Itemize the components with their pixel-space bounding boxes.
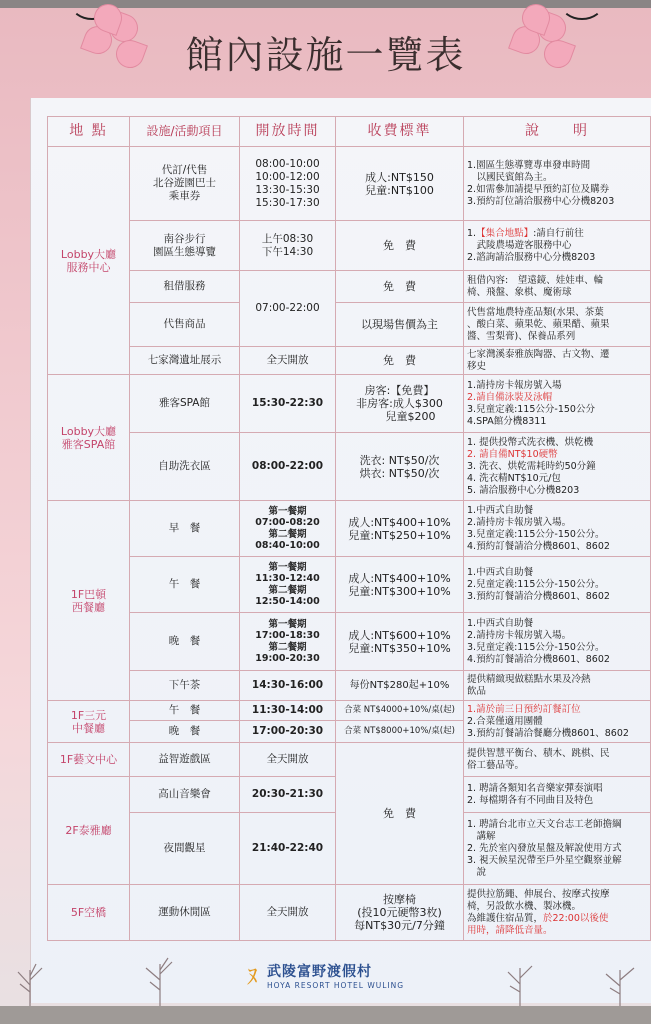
header-fee: 收費標準 (336, 117, 464, 147)
facility-cell: 午 餐 (130, 557, 240, 613)
note-cell (464, 701, 651, 743)
note-text: :請自行前往 武陵農場遊客服務中心 2.諮詢請洽服務中心分機8203 (467, 227, 596, 263)
hours-cell: 14:30-16:00 (240, 671, 336, 701)
logo-english-name: HOYA RESORT HOTEL WULING (267, 981, 405, 990)
table-row (48, 271, 651, 303)
note-cell: 1.中西式自助餐 2.請持房卡報房號入場。 3.兒童定義:115公分-150公分。 4.預約訂餐請洽分機8601、8602 (464, 613, 651, 671)
facilities-table (47, 116, 651, 941)
facility-cell: 代售商品 (130, 303, 240, 347)
fee-cell: 合菜 NT$4000+10%/桌(起) (336, 701, 464, 721)
header-location: 地 點 (48, 117, 130, 147)
note-highlight: 2. 請自備NT$10硬幣 (467, 448, 558, 460)
facility-cell: 晚 餐 (130, 613, 240, 671)
location-cell: 1F三元 中餐廳 (48, 701, 130, 743)
note-cell (464, 221, 651, 271)
note-highlight: 1.請於前三日預約訂餐訂位 (467, 703, 581, 715)
facility-cell: 下午茶 (130, 671, 240, 701)
frame-bottom (0, 1006, 651, 1024)
note-highlight: 於22:00以後使 用時，請降低音量。 (467, 912, 609, 936)
fee-cell: 每份NT$280起+10% (336, 671, 464, 701)
note-cell: 1.中西式自助餐 2.請持房卡報房號入場。 3.兒童定義:115公分-150公分。 4.預約訂餐請洽分機8601、8602 (464, 501, 651, 557)
facility-cell: 益智遊戲區 (130, 743, 240, 777)
hours-cell: 07:00-22:00 (240, 271, 336, 347)
facility-cell: 租借服務 (130, 271, 240, 303)
facility-cell: 自助洗衣區 (130, 433, 240, 501)
fee-cell: 成人:NT$150 兒童:NT$100 (336, 147, 464, 221)
fee-cell: 按摩椅 (投10元硬幣3枚) 每NT$30元/7分鐘 (336, 885, 464, 941)
table-row (48, 671, 651, 701)
fee-cell: 免 費 (336, 271, 464, 303)
fee-cell: 房客:【免費】 非房客:成人$300 兒童$200 (336, 375, 464, 433)
facility-cell: 晚 餐 (130, 721, 240, 743)
location-cell: 1F藝文中心 (48, 743, 130, 777)
page-title: 館內設施一覽表 (185, 33, 466, 77)
note-text: 3.兒童定義:115公分-150公分 4.SPA館分機8311 (467, 403, 595, 427)
note-cell: 1. 聘請各類知名音樂家彈奏演唱 2. 每檔期各有不同曲目及特色 (464, 777, 651, 813)
location-cell: Lobby大廳 雅客SPA館 (48, 375, 130, 501)
note-cell: 1.園區生態導覽專車發車時間 以國民賓館為主。 2.如需參加請提早預約訂位及購券 3.預約訂位請洽服務中心分機8203 (464, 147, 651, 221)
note-text: 1. 提供投幣式洗衣機、烘乾機 (467, 436, 594, 448)
hours-cell: 11:30-14:00 (240, 701, 336, 721)
table-row (48, 701, 651, 721)
fee-cell: 免 費 (336, 743, 464, 885)
table-row (48, 557, 651, 613)
hours-cell: 全天開放 (240, 347, 336, 375)
note-text: 1.請持房卡報房號入場 (467, 379, 562, 391)
fee-cell: 成人:NT$400+10% 兒童:NT$300+10% (336, 557, 464, 613)
hours-cell: 08:00-22:00 (240, 433, 336, 501)
header-notes: 說 明 (464, 117, 651, 147)
hours-cell: 第一餐期 11:30-12:40 第二餐期 12:50-14:00 (240, 557, 336, 613)
table-row (48, 433, 651, 501)
fee-cell: 洗衣: NT$50/次 烘衣: NT$50/次 (336, 433, 464, 501)
hours-cell: 08:00-10:00 10:00-12:00 13:30-15:30 15:30-17:30 (240, 147, 336, 221)
hours-cell: 15:30-22:30 (240, 375, 336, 433)
note-cell: 提供智慧平衡台、積木、跳棋、民 俗工藝品等。 (464, 743, 651, 777)
table-row (48, 303, 651, 347)
location-cell: 1F巴頓 西餐廳 (48, 501, 130, 701)
note-cell: 提供精緻現做糕點水果及冷熱 飲品 (464, 671, 651, 701)
header-hours: 開放時間 (240, 117, 336, 147)
note-cell: 代售當地農特產品類(水果、茶葉 、酸白菜、蘋果乾、蘋果醋、蘋果 醬、雪梨膏)、保養品系列 (464, 303, 651, 347)
fee-cell: 免 費 (336, 347, 464, 375)
facility-cell: 高山音樂會 (130, 777, 240, 813)
table-row (48, 347, 651, 375)
note-cell (464, 433, 651, 501)
fee-cell: 成人:NT$600+10% 兒童:NT$350+10% (336, 613, 464, 671)
facility-cell: 南谷步行 園區生態導覽 (130, 221, 240, 271)
note-text: 2.合菜僅適用團體 3.預約訂餐請洽餐廳分機8601、8602 (467, 715, 629, 739)
hoya-logo-icon: ﾇ (246, 965, 258, 990)
table-row (48, 613, 651, 671)
header-row (48, 117, 651, 147)
hours-cell: 全天開放 (240, 743, 336, 777)
table-row (48, 501, 651, 557)
facility-cell: 夜間觀星 (130, 813, 240, 885)
note-cell: 1. 聘請台北市立天文台志工老師擔綱 講解 2. 先於室內發放星盤及解說使用方式 3. 視天候星況帶至戶外星空觀察並解 說 (464, 813, 651, 885)
location-cell: 2F泰雅廳 (48, 777, 130, 885)
hours-cell: 上午08:30 下午14:30 (240, 221, 336, 271)
fee-cell: 免 費 (336, 221, 464, 271)
note-cell (464, 885, 651, 941)
fee-cell: 以現場售價為主 (336, 303, 464, 347)
table-row (48, 885, 651, 941)
facility-cell: 七家灣遺址展示 (130, 347, 240, 375)
note-cell: 1.中西式自助餐 2.兒童定義:115公分-150公分。 3.預約訂餐請洽分機8601、8602 (464, 557, 651, 613)
table-row (48, 221, 651, 271)
hotel-logo (0, 960, 651, 991)
hours-cell: 第一餐期 17:00-18:30 第二餐期 19:00-20:30 (240, 613, 336, 671)
hours-cell: 全天開放 (240, 885, 336, 941)
note-text: 1. (467, 227, 477, 239)
note-cell (464, 375, 651, 433)
hours-cell: 20:30-21:30 (240, 777, 336, 813)
facility-cell: 早 餐 (130, 501, 240, 557)
note-cell: 七家灣溪泰雅族陶器、古文物、遷 移史 (464, 347, 651, 375)
facility-cell: 午 餐 (130, 701, 240, 721)
facility-cell: 雅客SPA館 (130, 375, 240, 433)
fee-cell: 成人:NT$400+10% 兒童:NT$250+10% (336, 501, 464, 557)
note-cell: 租借內容: 望遠鏡、娃娃車、輪 椅、飛盤、象棋、魔術球 (464, 271, 651, 303)
location-cell: Lobby大廳 服務中心 (48, 147, 130, 375)
note-text: 3. 洗衣、烘乾需耗時約50分鐘 4. 洗衣精NT$10元/包 5. 請洽服務中心分機8203 (467, 460, 596, 496)
note-text: 提供拉筋繩、伸展台、按摩式按摩 椅，另設飲水機、製冰機。 為維護住宿品質， (467, 888, 610, 924)
location-cell: 5F空橋 (48, 885, 130, 941)
logo-chinese-name: 武陵富野渡假村 (267, 964, 373, 980)
note-highlight: 2.請自備泳裝及泳帽 (467, 391, 553, 403)
table-row (48, 147, 651, 221)
header-facility: 設施/活動項目 (130, 117, 240, 147)
facility-cell: 代訂/代售 北谷遊園巴士 乘車券 (130, 147, 240, 221)
hours-cell: 第一餐期 07:00-08:20 第二餐期 08:40-10:00 (240, 501, 336, 557)
table-row (48, 375, 651, 433)
facility-cell: 運動休閒區 (130, 885, 240, 941)
table-row (48, 743, 651, 777)
logo-text (267, 961, 404, 990)
hours-cell: 21:40-22:40 (240, 813, 336, 885)
hours-cell: 17:00-20:30 (240, 721, 336, 743)
note-highlight: 【集合地點】 (476, 227, 534, 239)
fee-cell: 合菜 NT$8000+10%/桌(起) (336, 721, 464, 743)
